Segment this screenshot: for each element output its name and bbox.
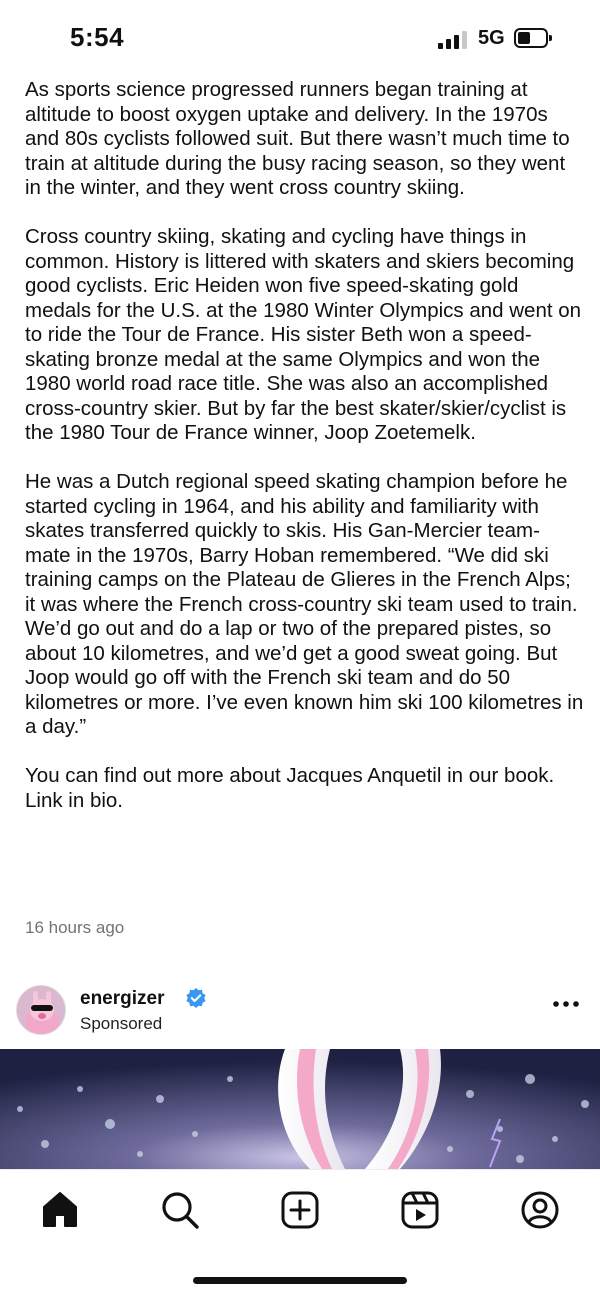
create-icon[interactable] bbox=[278, 1188, 322, 1232]
post-caption bbox=[25, 78, 585, 838]
pink-bunny-avatar-icon[interactable] bbox=[16, 985, 66, 1035]
caption-paragraph: Cross country skiing, skating and cycling have things in common. History is littered with skaters and skiers becoming good cyclists. Eric Heiden won five speed-skating gold medals for the U.S. at the 1980 Winter Olympics and went on to ride the Tour de France. His sister Beth won a speed-skating bronze medal at the same Olympics and won the 1980 world road race title. She was also an accomplished cross-country skier. But by far the best skater/skier/cyclist is the 1980 Tour de France winner, Joop Zoetemelk. bbox=[25, 225, 582, 444]
home-icon[interactable] bbox=[38, 1188, 82, 1232]
caption-paragraph: You can find out more about Jacques Anquetil in our book. Link in bio. bbox=[25, 764, 555, 812]
sponsored-post-image[interactable] bbox=[0, 1049, 600, 1169]
status-time: 5:54 bbox=[70, 22, 125, 52]
reels-icon[interactable] bbox=[398, 1188, 442, 1232]
caption-paragraph: As sports science progressed runners began training at altitude to boost oxygen uptake and delivery. In the 1970s and 80s cyclists followed suit. But there wasn’t much time to train at altitude during the busy racing season, so they went in the winter, and they went cross country skiing. bbox=[25, 78, 570, 199]
sponsored-post-header bbox=[0, 980, 600, 1048]
status-bar bbox=[0, 0, 600, 80]
post-timestamp: 16 hours ago bbox=[25, 918, 125, 937]
battery-icon bbox=[514, 28, 552, 48]
home-indicator bbox=[193, 1277, 407, 1284]
search-icon[interactable] bbox=[158, 1188, 202, 1232]
sponsored-label: Sponsored bbox=[80, 1014, 163, 1033]
profile-icon[interactable] bbox=[518, 1188, 562, 1232]
network-type: 5G bbox=[478, 27, 505, 49]
post-username[interactable]: energizer bbox=[80, 988, 165, 1009]
caption-paragraph: He was a Dutch regional speed skating champion before he started cycling in 1964, and his ability and familiarity with skates transferred quickly to skis. His Gan-Mercier team-mate in the 1970s, Barry Hoban remembered. “We did ski training camps on the Plateau de Glieres in the French Alps; it was where the French cross-country ski team used to train. We’d go out and do a lap or two of the prepared pistes, so about 10 kilometres, and we’d get a good sweat going. But Joop would go off with the French ski team and do 50 kilometres or more. I’ve even known him ski 100 kilometres in a day.” bbox=[25, 470, 584, 738]
signal-strength-icon bbox=[438, 31, 470, 49]
verified-badge-icon bbox=[186, 988, 206, 1008]
more-dots-icon[interactable] bbox=[550, 994, 582, 1014]
